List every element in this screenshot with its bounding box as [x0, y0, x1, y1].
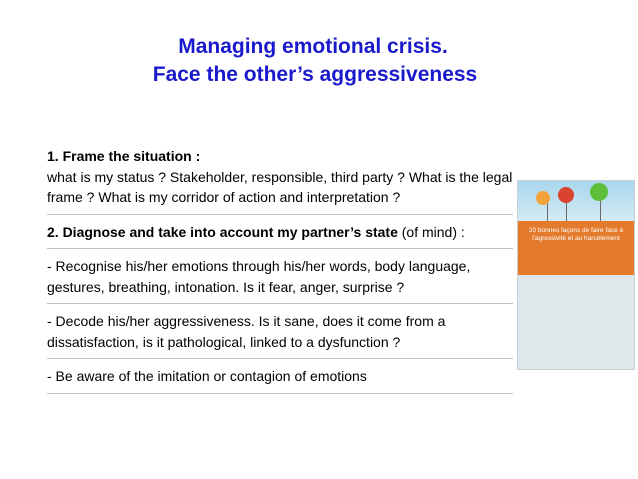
divider	[47, 358, 513, 359]
diagnose-heading: 2. Diagnose and take into account my partner’s state	[47, 223, 398, 240]
smiley-balloon-icon	[590, 183, 608, 201]
bullet-decode: - Decode his/her aggressiveness. Is it sane, does it come from a dissatisfaction, is it pathological, linked to a dysfunction ?	[47, 313, 446, 350]
diagnose-paragraph	[47, 222, 517, 243]
frame-heading: 1. Frame the situation :	[47, 148, 201, 164]
frame-text: what is my status ? Stakeholder, responsible, third party ? What is the legal frame ? What is my corridor of action and interpretation ?	[47, 168, 513, 205]
diagnose-suffix: (of mind) :	[397, 223, 465, 240]
title-line-1: Managing emotional crisis.	[178, 35, 448, 58]
divider	[47, 393, 513, 394]
book-title: 20 bonnes façons de faire face à l'agressivité et au harcèlement	[518, 221, 634, 275]
bullet-contagion: - Be aware of the imitation or contagion of emotions	[47, 368, 367, 384]
divider	[47, 248, 513, 249]
divider	[47, 303, 513, 304]
divider	[47, 214, 513, 215]
title-line-2: Face the other’s aggressiveness	[152, 63, 478, 86]
book-cover-image	[517, 180, 635, 370]
book-sky	[518, 181, 634, 221]
slide-body	[47, 146, 517, 401]
smiley-balloon-icon	[558, 187, 574, 203]
smiley-balloon-icon	[536, 191, 550, 205]
bullet-recognise: - Recognise his/her emotions through his/her words, body language, gestures, breathing, intonation. Is it fear, anger, surprise ?	[47, 258, 471, 295]
